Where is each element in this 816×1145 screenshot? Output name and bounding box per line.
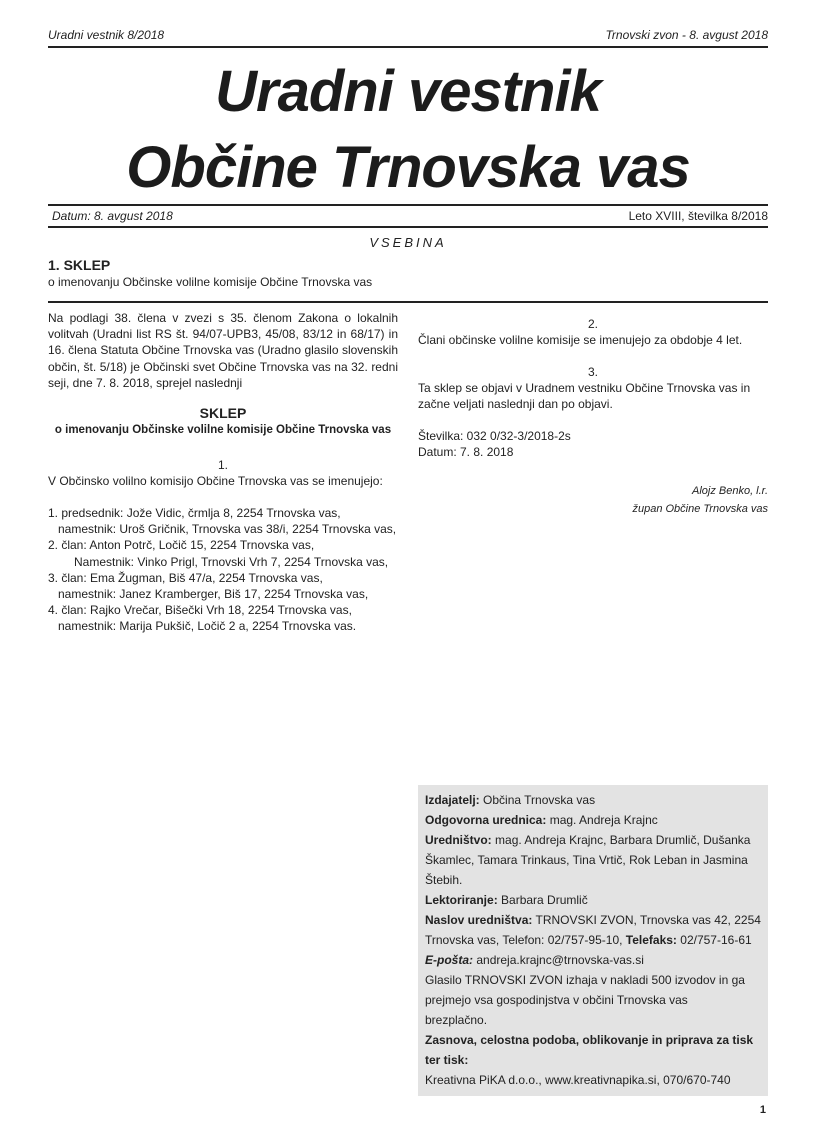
article-1-number: 1. <box>217 458 228 472</box>
issue-number: Leto XVIII, številka 8/2018 <box>628 209 768 223</box>
article-2-number: 2. <box>587 317 598 331</box>
imprint-fax-label: Telefaks: <box>625 933 677 947</box>
imprint-fax: 02/757-16-61 <box>680 933 752 947</box>
member-line: namestnik: Marija Pukšič, Ločič 2 a, 2254 Trnovska vas. <box>58 619 357 634</box>
imprint-board: mag. Andreja Krajnc, Barbara Drumlič, Dušanka <box>495 833 751 847</box>
imprint-address: TRNOVSKI ZVON, Trnovska vas 42, 2254 <box>535 913 761 927</box>
imprint-design-label: ter tisk: <box>425 1053 469 1067</box>
sklep-subtitle: o imenovanju Občinske volilne komisije Občine Trnovska vas <box>54 424 392 436</box>
imprint-publisher-label: Izdajatelj: <box>425 793 480 807</box>
imprint-email: andreja.krajnc@trnovska-vas.si <box>476 953 644 967</box>
contents-item-desc: o imenovanju Občinske volilne komisije Občine Trnovska vas <box>48 275 373 289</box>
imprint-circulation: brezplačno. <box>425 1013 488 1027</box>
imprint-design-label: Zasnova, celostna podoba, oblikovanje in priprava za tisk <box>425 1033 754 1047</box>
intro-paragraph: Na podlagi 38. člena v zvezi s 35. členom Zakona o lokalnih volitvah (Uradni list RS št. 94/07-UPB3, 45/08, 83/12 in 68/17) in 16. člena Statuta Občine Trnovska vas (Uradno glasilo slovenskih občin, št. 5/18) je Občinski svet Občine Trnovska vas na 32. redni seji, dne 7. 8. 2018, sprejel naslednji <box>48 311 398 390</box>
masthead-title-line1: Uradni vestnik <box>215 59 601 124</box>
imprint-text <box>425 790 763 1090</box>
contents-rule <box>48 301 768 303</box>
member-line: 3. član: Ema Žugman, Biš 47/a, 2254 Trnovska vas, <box>48 570 323 585</box>
article-1-text: V Občinsko volilno komisijo Občine Trnovska vas se imenujejo: <box>48 474 383 488</box>
member-line: Namestnik: Vinko Prigl, Trnovski Vrh 7, 2254 Trnovska vas, <box>74 554 389 569</box>
imprint-editor-label: Odgovorna urednica: <box>425 813 547 827</box>
issue-date: Datum: 8. avgust 2018 <box>52 209 173 223</box>
members-list <box>48 505 398 635</box>
imprint-proof-label: Lektoriranje: <box>425 893 498 907</box>
masthead-rule-top <box>48 204 768 206</box>
contents-item-title: 1. SKLEP <box>48 257 111 273</box>
signer-title: župan Občine Trnovska vas <box>632 503 768 515</box>
article-3-number: 3. <box>587 365 598 379</box>
article-3-text: Ta sklep se objavi v Uradnem vestniku Občine Trnovska vas in začne veljati naslednji dan po objavi. <box>418 381 751 412</box>
member-line: namestnik: Uroš Gričnik, Trnovska vas 38/i, 2254 Trnovska vas, <box>58 522 397 537</box>
imprint-proof: Barbara Drumlič <box>501 893 588 907</box>
imprint-publisher: Občina Trnovska vas <box>483 793 596 807</box>
imprint-design: Kreativna PiKA d.o.o., www.kreativnapika.si, 070/670-740 <box>425 1073 731 1087</box>
article-2-text: Člani občinske volilne komisije se imenujejo za obdobje 4 let. <box>418 333 743 347</box>
header-right: Trnovski zvon - 8. avgust 2018 <box>605 28 768 42</box>
member-line: 4. član: Rajko Vrečar, Bišečki Vrh 18, 2254 Trnovska vas, <box>48 603 352 618</box>
imprint-board: Štebih. <box>425 873 463 887</box>
page-number: 1 <box>759 1104 766 1116</box>
masthead-title-line2: Občine Trnovska vas <box>126 135 690 200</box>
imprint-address: Trnovska vas, Telefon: 02/757-95-10, <box>425 933 623 947</box>
member-line: 2. član: Anton Potrč, Ločič 15, 2254 Trnovska vas, <box>48 538 315 553</box>
signer-name: Alojz Benko, l.r. <box>691 485 768 497</box>
imprint-board: Škamlec, Tamara Trinkaus, Tina Vrtič, Rok Leban in Jasmina <box>425 853 748 867</box>
member-line: namestnik: Janez Kramberger, Biš 17, 2254 Trnovska vas, <box>58 587 369 602</box>
header-rule <box>48 46 768 48</box>
imprint-email-label: E-pošta: <box>425 953 473 967</box>
masthead-rule-bottom <box>48 226 768 228</box>
document-date: Datum: 7. 8. 2018 <box>418 445 514 459</box>
sklep-title: SKLEP <box>199 405 247 421</box>
contents-heading: VSEBINA <box>369 235 447 250</box>
imprint-circulation: prejmejo vsa gospodinjstva v občini Trnovska vas <box>425 993 688 1007</box>
imprint-address-label: Naslov uredništva: <box>425 913 533 927</box>
imprint-board-label: Uredništvo: <box>425 833 492 847</box>
header-left: Uradni vestnik 8/2018 <box>48 28 165 42</box>
imprint-editor: mag. Andreja Krajnc <box>549 813 658 827</box>
imprint-circulation: Glasilo TRNOVSKI ZVON izhaja v nakladi 500 izvodov in ga <box>425 973 745 987</box>
document-number: Številka: 032 0/32-3/2018-2s <box>418 429 571 443</box>
member-line: 1. predsednik: Jože Vidic, črmlja 8, 2254 Trnovska vas, <box>48 506 341 520</box>
